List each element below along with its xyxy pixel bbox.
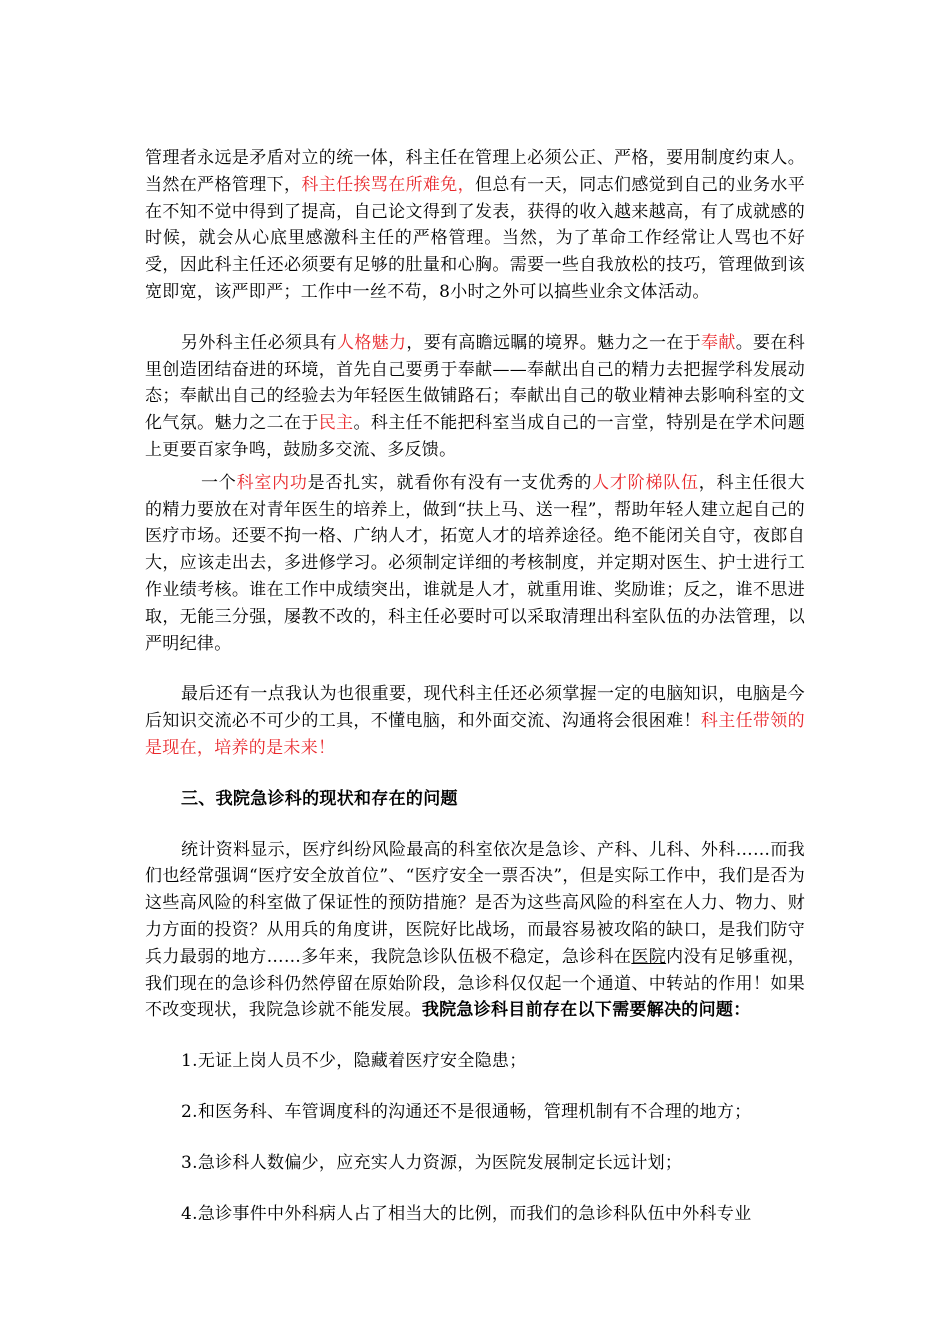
- highlight-charisma: 人格魅力: [337, 332, 407, 353]
- problems-intro: 我院急诊科目前存在以下需要解决的问题：: [421, 1000, 751, 1021]
- list-item: 1.无证上岗人员不少，隐藏着医疗安全隐患；: [181, 1051, 527, 1072]
- highlight-internal-skill: 科室内功: [236, 472, 308, 493]
- highlight-future: 科主任带领的是现在，培养的是未来！: [145, 711, 805, 758]
- list-item: 4.急诊事件中外科病人占了相当大的比例，而我们的急诊科队伍中外科专业: [181, 1203, 752, 1224]
- paragraph-computer: 最后还有一点我认为也很重要，现代科主任还必须掌握一定的电脑知识，电脑是今后知识交流必不可少的工具，不懂电脑，和外面交流、沟通将会很困难！科主任带领的是现在，培养的是未来！: [145, 684, 805, 758]
- paragraph-discipline: 管理者永远是矛盾对立的统一体，科主任在管理上必须公正、严格，要用制度约束人。当然在严格管理下，科主任挨骂在所难免，但总有一天，同志们感觉到自己的业务水平在不知不觉中得到了提高，自己论文得到了发表，获得的收入越来越高，有了成就感的时候，就会从心底里感激科主任的严格管理。当然，为了革命工作经常让人骂也不好受，因此科主任还必须要有足够的肚量和心胸。需要一些自我放松的技巧，管理做到该宽即宽，该严即严；工作中一丝不苟，8小时之外可以搞些业余文体活动。: [145, 148, 806, 302]
- section-heading: 三、我院急诊科的现状和存在的问题: [181, 788, 458, 809]
- paragraph-charisma: 另外科主任必须具有人格魅力，要有高瞻远瞩的境界。魅力之一在于奉献。要在科里创造团结奋进的环境，首先自己要勇于奉献——奉献出自己的精力去把握学科发展动态；奉献出自己的经验去为年轻医生做铺路石；奉献出自己的敬业精神去影响科室的文化气氛。魅力之二在于民主。科主任不能把科室当成自己的一言堂，特别是在学术问题上更要百家争鸣，鼓励多交流、多反馈。: [145, 332, 806, 460]
- underlined-hospital: 医院: [631, 946, 667, 967]
- highlight-democracy: 民主: [318, 413, 354, 434]
- list-item: 2.和医务科、车管调度科的沟通还不是很通畅，管理机制有不合理的地方；: [181, 1101, 752, 1122]
- list-item: 3.急诊科人数偏少，应充实人力资源，为医院发展制定长远计划；: [181, 1152, 683, 1173]
- paragraph-talent: 一个科室内功是否扎实，就看你有没有一支优秀的人才阶梯队伍，科主任很大的精力要放在对青年医生的培养上，做到“扶上马、送一程”，帮助年轻人建立起自己的医疗市场。还要不拘一格、广纳人才，拓宽人才的培养途径。绝不能闭关自守，夜郎自大，应该走出去，多进修学习。必须制定详细的考核制度，并定期对医生、护士进行工作业绩考核。谁在工作中成绩突出，谁就是人才，就重用谁、奖励谁；反之，谁不思进取，无能三分强，屡教不改的，科主任必要时可以采取清理出科室队伍的办法管理，以严明纪律。: [145, 472, 805, 654]
- highlight-talent-ladder: 人才阶梯队伍: [592, 472, 699, 493]
- document-page: [145, 145, 805, 1227]
- paragraph-emergency: 统计资料显示，医疗纠纷风险最高的科室依次是急诊、产科、儿科、外科……而我们也经常强调“医疗安全放首位”、“医疗安全一票否决”，但是实际工作中，我们是否为这些高风险的科室做了保证性的预防措施？是否为这些高风险的科室在人力、物力、财力方面的投资？从用兵的角度讲，医院好比战场，而最容易被攻陷的缺口，是我们防守兵力最弱的地方……多年来，我院急诊队伍极不稳定，急诊科在医院内没有足够重视，我们现在的急诊科仍然停留在原始阶段，急诊科仅仅起一个通道、中转站的作用！如果不改变现状，我院急诊就不能发展。我院急诊科目前存在以下需要解决的问题：: [145, 839, 805, 1021]
- highlight-scolding: 科主任挨骂在所难免，: [301, 174, 476, 195]
- highlight-dedication: 奉献: [701, 332, 736, 353]
